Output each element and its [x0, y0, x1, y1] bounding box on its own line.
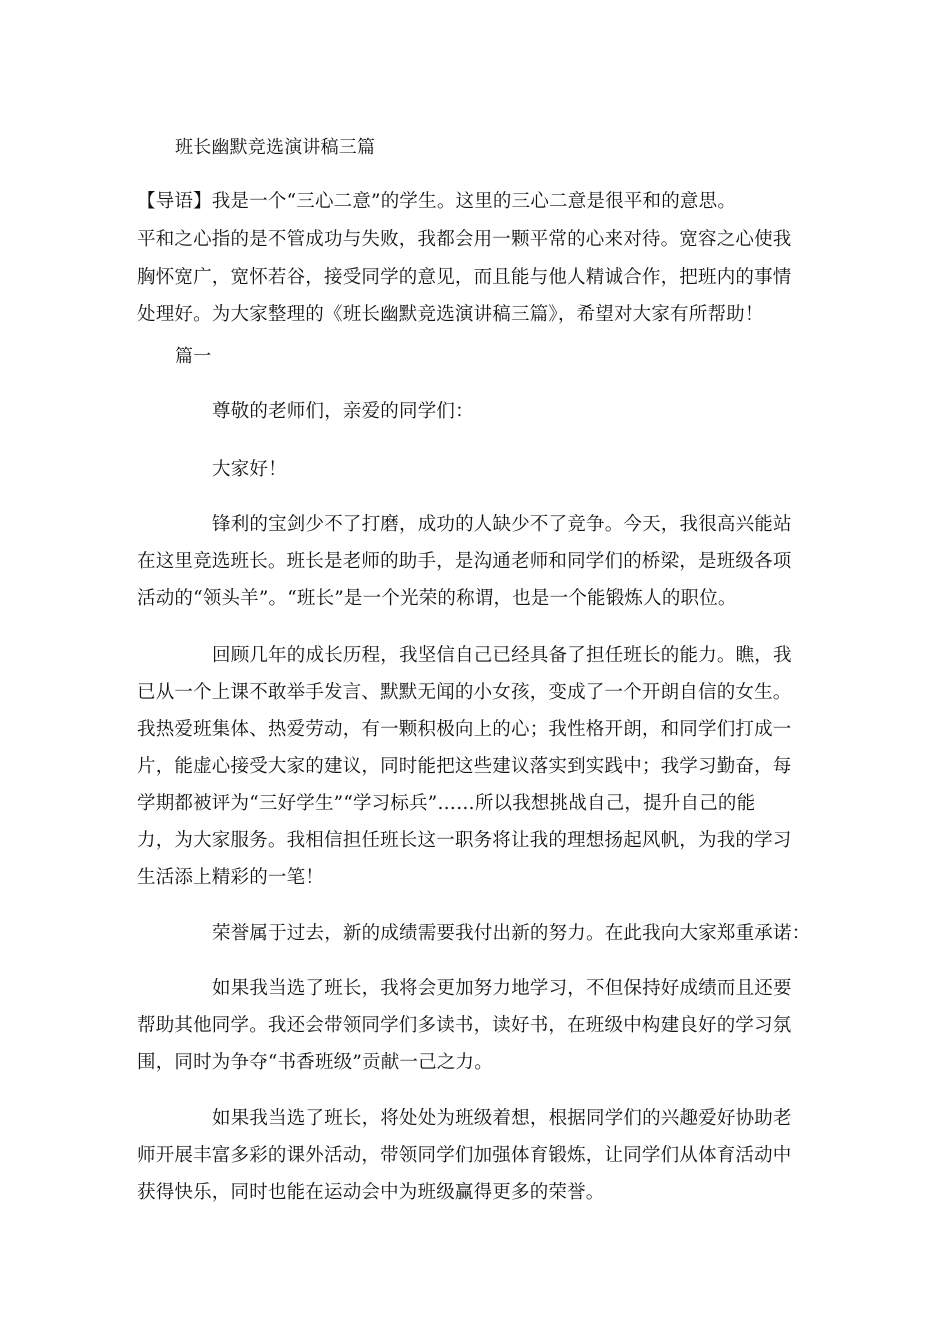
paragraph-line: 片，能虚心接受大家的建议，同时能把这些建议落实到实践中；我学习勤奋，每: [137, 756, 792, 777]
paragraph-line: 已从一个上课不敢举手发言、默默无闻的小女孩，变成了一个开朗自信的女生。: [137, 682, 792, 703]
paragraph-line: 师开展丰富多彩的课外活动，带领同学们加强体育锻炼，让同学们从体育活动中: [137, 1145, 792, 1166]
salutation: 尊敬的老师们，亲爱的同学们：: [212, 401, 474, 422]
paragraph-line: 力，为大家服务。我相信担任班长这一职务将让我的理想扬起风帆，为我的学习: [137, 830, 792, 851]
paragraph-line: 学期都被评为“三好学生”“学习标兵”……所以我想挑战自己，提升自己的能: [137, 793, 756, 814]
paragraph-line: 围，同时为争夺“书香班级”贡献一己之力。: [137, 1052, 493, 1073]
paragraph-line: 帮助其他同学。我还会带领同学们多读书，读好书，在班级中构建良好的学习氛: [137, 1015, 792, 1036]
intro-line: 胸怀宽广，宽怀若谷，接受同学的意见，而且能与他人精诚合作，把班内的事情: [137, 267, 792, 288]
document-title: 班长幽默竞选演讲稿三篇: [175, 137, 376, 158]
paragraph-line: 如果我当选了班长，将处处为班级着想，根据同学们的兴趣爱好协助老: [212, 1108, 792, 1129]
paragraph-line: 回顾几年的成长历程，我坚信自己已经具备了担任班长的能力。瞧，我: [212, 645, 792, 666]
intro-line: 平和之心指的是不管成功与失败，我都会用一颗平常的心来对待。宽容之心使我: [137, 229, 792, 250]
hello-line: 大家好！: [212, 459, 287, 480]
paragraph-line: 荣誉属于过去，新的成绩需要我付出新的努力。在此我向大家郑重承诺：: [212, 923, 811, 944]
paragraph-line: 如果我当选了班长，我将会更加努力地学习，不但保持好成绩而且还要: [212, 978, 792, 999]
paragraph-line: 活动的“领头羊”。“班长”是一个光荣的称谓，也是一个能锻炼人的职位。: [137, 588, 737, 609]
paragraph-line: 我热爱班集体、热爱劳动，有一颗积极向上的心；我性格开朗，和同学们打成一: [137, 719, 792, 740]
intro-line: 【导语】我是一个“三心二意”的学生。这里的三心二意是很平和的意思。: [137, 191, 737, 212]
paragraph-line: 在这里竞选班长。班长是老师的助手，是沟通老师和同学们的桥梁，是班级各项: [137, 551, 792, 572]
intro-line: 处理好。为大家整理的《班长幽默竞选演讲稿三篇》，希望对大家有所帮助！: [137, 304, 764, 325]
paragraph-line: 生活添上精彩的一笔！: [137, 867, 325, 888]
paragraph-line: 获得快乐，同时也能在运动会中为班级赢得更多的荣誉。: [137, 1182, 605, 1203]
section-heading: 篇一: [175, 346, 212, 367]
paragraph-line: 锋利的宝剑少不了打磨，成功的人缺少不了竞争。今天，我很高兴能站: [212, 514, 792, 535]
